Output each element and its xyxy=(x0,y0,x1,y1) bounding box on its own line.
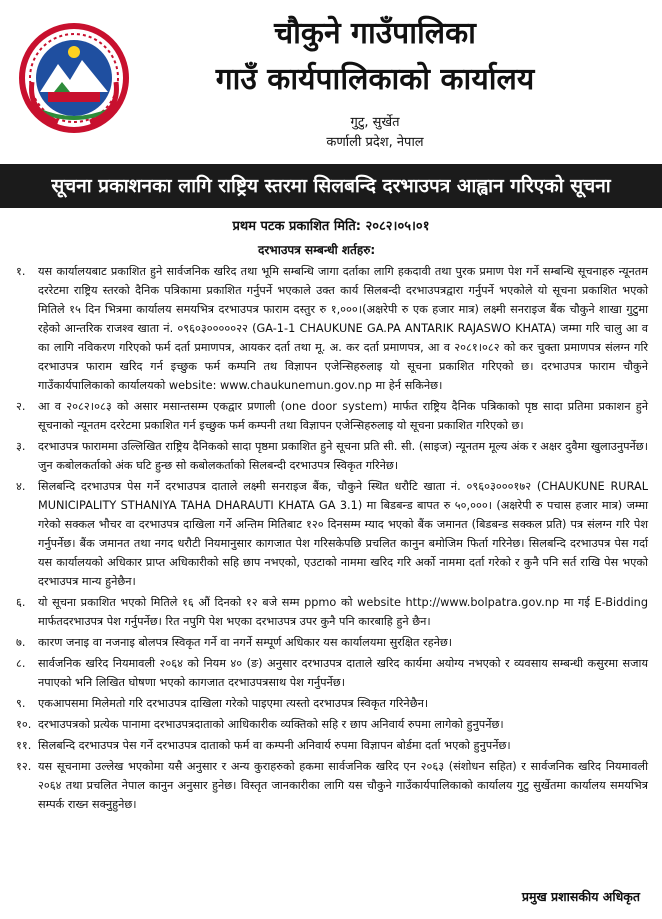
list-item xyxy=(16,397,648,435)
item-number: ८. xyxy=(16,657,26,670)
list-item xyxy=(16,694,648,713)
item-number: १. xyxy=(16,265,26,278)
office-name: गाउँ कार्यपालिकाको कार्यालय xyxy=(215,62,535,97)
municipality-emblem-icon xyxy=(18,22,130,134)
item-text: यस कार्यालयबाट प्रकाशित हुने सार्वजनिक खरिद तथा भूमि सम्बन्धि जागा दर्ताका लागि हकदावी तथा पुरक प्रमाण पेश गर्ने सम्बन्धि सूचनाहरु न्यूनतम दररेटमा राष्ट्रिय स्तरको दैनिक पत्रिकामा प्रकाशित गर्नुपर्ने भएकाले उक्त कार्य सिलबन्दी दरभाउपत्रद्वारा गर्नुपर्ने भएकोले यो सूचना प्रकाशित भएको मितिले १५ दिन भित्रमा कार्यालय समयभित्र दरभाउपत्र फाराम दस्तुर रु १,०००।(अक्षरेपी रु एक हजार मात्र) लक्ष्मी सनराइज बैंक चौकुने शाखा गुटुमा रहेको आन्तरिक राजश्व खाता नं. ०९६०३०००००२२ (GA-1-1 CHAUKUNE GA.PA ANTARIK RAJASWO KHATA) जम्मा गरि चालु आ व का लागि नविकरण गरिएको फर्म दर्ता प्रमाणपत्र, आयकर दर्ता तथा मू. अ. कर दर्ता प्रमाणपत्र, आ व २०८१।०८२ को कर चुक्ता प्रमाणपत्र संलग्न गरि दरभाउपत्र फाराम खरिद गर्न इच्छुक फर्म कम्पनि तथ विज्ञापन एजेन्सिहरुलाइ यो सूचना प्रकाशित गरिएको छ। दरभाउपत्र फाराम चौकुने गाउँकार्यपालिकाको कार्यालयको website: www.chaukunemun.gov.np मा हेर्न सकिनेछ। xyxy=(38,265,648,392)
item-number: ११. xyxy=(16,739,32,752)
list-item xyxy=(16,757,648,814)
list-item xyxy=(16,437,648,475)
item-number: १०. xyxy=(16,718,32,731)
item-text: आ व २०८२।०८३ को असार मसान्तसम्म एकद्वार प्रणाली (one door system) मार्फत राष्ट्रिय दैनिक पत्रिकाको पृष्ठ सादा प्रतिमा प्रकाशन हुने सूचनाको न्यूनतम दररेटमा प्रकाशित गर्न इच्छुक फर्म कम्पनी तथा विज्ञापन एजेन्सिहरुलाइ यो सूचना प्रकाशित गरिएको छ। xyxy=(38,400,648,432)
item-text: कारण जनाइ वा नजनाइ बोलपत्र स्विकृत गर्ने वा नगर्ने सम्पूर्ण अधिकार यस कार्यालयमा सुरक्षित रहनेछ। xyxy=(38,636,453,649)
item-number: ४. xyxy=(16,480,26,493)
notice-title-banner: सूचना प्रकाशनका लागि राष्ट्रिय स्तरमा सिलबन्दि दरभाउपत्र आह्वान गरिएको सूचना xyxy=(0,164,662,208)
terms-list xyxy=(16,262,648,816)
list-item xyxy=(16,593,648,631)
list-item xyxy=(16,262,648,395)
item-text: सिलबन्दि दरभाउपत्र पेस गर्ने दरभाउपत्र दाताको फर्म वा कम्पनी अनिवार्य रुपमा विज्ञापन बोर्डमा दर्ता भएको हुनुपर्नेछ। xyxy=(38,739,511,752)
item-number: २. xyxy=(16,400,26,413)
list-item xyxy=(16,477,648,591)
address-line-1: गुटु, सुर्खेत xyxy=(350,115,400,130)
terms-heading: दरभाउपत्र सम्बन्धी शर्तहरु: xyxy=(258,243,376,257)
list-item xyxy=(16,633,648,652)
item-number: ९. xyxy=(16,697,26,710)
letterhead xyxy=(0,0,662,160)
list-item xyxy=(16,654,648,692)
item-number: ६. xyxy=(16,596,26,609)
item-text: दरभाउपत्रको प्रत्येक पानामा दरभाउपत्रदाताको आधिकारीक व्यक्तिको सहि र छाप अनिवार्य रुपमा लागेको हुनुपर्नेछ। xyxy=(38,718,504,731)
address-line-2: कर्णाली प्रदेश, नेपाल xyxy=(326,135,424,150)
item-number: १२. xyxy=(16,760,32,773)
item-text: दरभाउपत्र फाराममा उल्लिखित राष्ट्रिय दैनिकको सादा पृष्ठमा प्रकाशित हुने सूचना प्रति सी. सी. (साइज) न्यूनतम मूल्य अंक र अक्षर दुवैमा खुलाउनुपर्नेछ। जुन कबोलकर्ताको अंक घटि हुन्छ सो कबोलकर्ताको सिलबन्दी दरभाउपत्र स्विकृत गरिनेछ। xyxy=(38,440,648,472)
signature-title: प्रमुख प्रशासकीय अधिकृत xyxy=(521,889,640,904)
item-text: सिलबन्दि दरभाउपत्र पेस गर्ने दरभाउपत्र दाताले लक्ष्मी सनराइज बैंक, चौकुने स्थित धरौटि खाता नं. ०९६०३०००१७२ (CHAUKUNE RURAL MUNICIPALITY STHANIYA TAHA DHARAUTI KHATA GA 3.1) मा बिडबन्ड बापत रु ५०,०००। (अक्षरेपी रु पचास हजार मात्र) जम्मा गरेको सक्कल भौचर वा दरभाउपत्र दाखिला गर्ने अन्तिम मितिबाट १२० दिनसम्म म्याद भएको बैंक जमानत (बिडबन्ड सक्कल प्रति) पत्र संलग्न गरि पेश गर्नुपर्नेछ। बैंक जमानत तथा नगद धरौटी नियमानुसार कागजात पेश गरिसकेपछि प्रचलित कानुन बमोजिम फिर्ता गरिनेछ। सिलबन्दि दरभाउपत्र पेस गर्दा यस कार्यालयको अधिकार प्राप्त अधिकारीको सहि छाप नभएको, एउटाको नाममा खरिद गरि अर्को नाममा दर्ता गरेको र कुनै पनि सर्त राखि पेस भएको दरभाउपत्र मान्य हुनेछैन। xyxy=(38,480,648,588)
list-item xyxy=(16,736,648,755)
municipality-name: चौकुने गाउँपालिका xyxy=(274,16,476,51)
publication-date: प्रथम पटक प्रकाशित मिति: २०८२।०५।०१ xyxy=(232,219,430,234)
item-text: यस सूचनामा उल्लेख भएकोमा यसै अनुसार र अन्य कुराहरुको हकमा सार्वजनिक खरिद एन २०६३ (संशोधन सहित) र सार्वजनिक खरिद नियमावली २०६४ तथा प्रचलित नेपाल कानुन अनुसार हुनेछ। विस्तृत जानकारीका लागि यस चौकुने गाउँकार्यपालिकाको कार्यालय गुटु सुर्खेतमा कार्यालय समयभित्र सम्पर्क राख्न सक्नुहुनेछ। xyxy=(38,760,648,811)
list-item xyxy=(16,715,648,734)
item-text: यो सूचना प्रकाशित भएको मितिले १६ औं दिनको १२ बजे सम्म ppmo को website http://www.bolpatra.gov.np मा गई E-Bidding मार्फतदरभाउपत्र पेश गर्नुपर्नेछ। रित नपुगि पेश भएका दरभाउपत्र उपर कुनै पनि कारबाहि हुने छैन। xyxy=(38,596,648,628)
item-number: ७. xyxy=(16,636,26,649)
item-text: एकआपसमा मिलेमतो गरि दरभाउपत्र दाखिला गरेको पाइएमा त्यस्तो दरभाउपत्र स्विकृत गरिनेछैन। xyxy=(38,697,429,710)
item-text: सार्वजनिक खरिद नियमावली २०६४ को नियम ४० (ङ) अनुसार दरभाउपत्र दाताले खरिद कार्यमा अयोग्य नभएको र व्यवसाय सम्बन्धी कसुरमा सजाय नपाएको भनि लिखित घोषणा भएको कागजात दरभाउपत्रसाथ पेश गर्नुपर्नेछ। xyxy=(38,657,648,689)
item-number: ३. xyxy=(16,440,26,453)
